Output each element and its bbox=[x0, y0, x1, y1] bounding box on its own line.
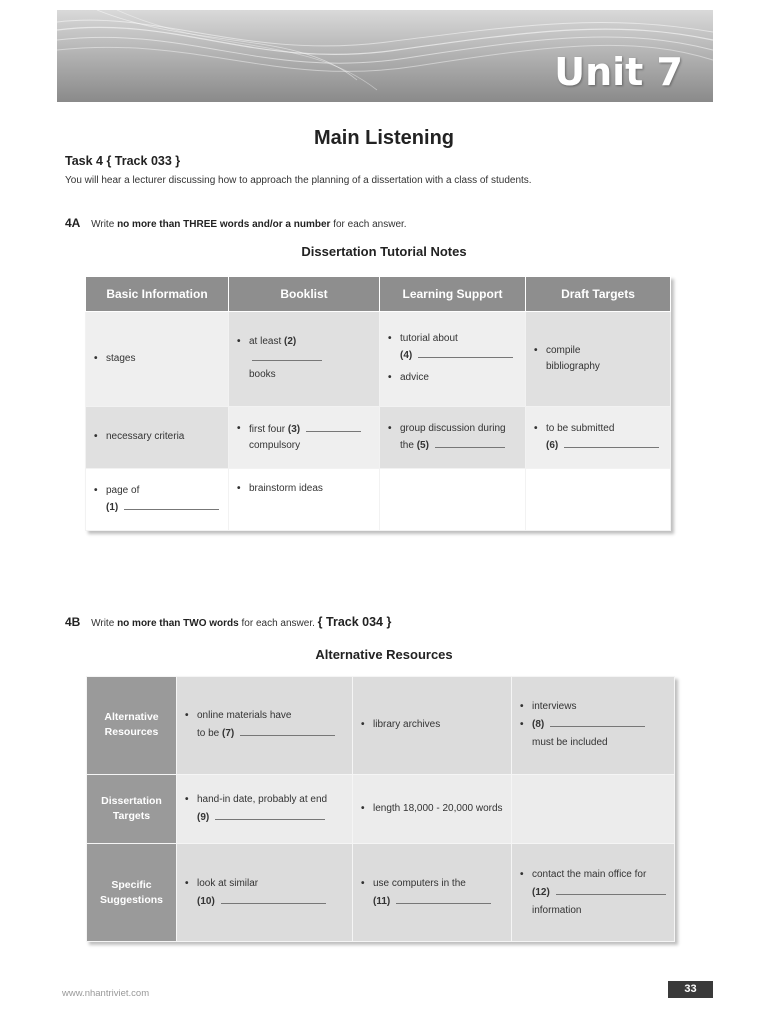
answer-blank-6[interactable] bbox=[564, 437, 659, 448]
table-header-row bbox=[86, 277, 671, 312]
table-cell bbox=[177, 677, 353, 775]
answer-blank-3[interactable] bbox=[306, 421, 361, 432]
list-item bbox=[388, 421, 517, 454]
table-cell bbox=[526, 468, 671, 530]
table-cell bbox=[177, 844, 353, 942]
table-cell bbox=[353, 844, 512, 942]
table-row bbox=[86, 406, 671, 468]
table-cell bbox=[512, 844, 675, 942]
cell-text: books bbox=[249, 369, 276, 381]
table-cell bbox=[177, 774, 353, 844]
table-cell bbox=[229, 468, 380, 530]
answer-number: (10) bbox=[197, 895, 215, 907]
answer-number: (5) bbox=[416, 439, 429, 451]
tutorial-notes-table bbox=[85, 276, 671, 531]
table-row bbox=[86, 468, 671, 530]
list-item: • length 18,000 - 20,000 words bbox=[361, 800, 503, 818]
cell-text: information bbox=[532, 904, 582, 916]
table-cell bbox=[512, 677, 675, 775]
cell-text: compulsory bbox=[249, 439, 301, 451]
row-header: Alternative Resources bbox=[87, 677, 177, 775]
list-item: • library archives bbox=[361, 716, 503, 734]
cell-text: first four bbox=[249, 423, 286, 435]
page-title: Main Listening bbox=[314, 127, 454, 149]
list-item: • advice bbox=[388, 370, 517, 386]
instruction-text: Write bbox=[91, 618, 115, 629]
table-cell bbox=[526, 406, 671, 468]
unit-banner bbox=[57, 10, 713, 102]
list-item: • stages bbox=[94, 351, 220, 367]
table-row bbox=[86, 312, 671, 407]
row-header: Dissertation Targets bbox=[87, 774, 177, 844]
cell-text: use computers in the bbox=[373, 877, 466, 889]
answer-number: (2) bbox=[284, 336, 297, 348]
table-cell bbox=[86, 468, 229, 530]
cell-text: contact the main office for bbox=[532, 868, 647, 880]
unit-title: Unit 7 bbox=[554, 50, 683, 94]
cell-text: online materials have bbox=[197, 710, 292, 722]
list-item bbox=[534, 421, 662, 454]
instruction-4a bbox=[65, 216, 407, 230]
list-item bbox=[237, 421, 371, 454]
column-header: Basic Information bbox=[86, 277, 229, 312]
alternative-resources-table bbox=[86, 676, 675, 942]
table-row bbox=[87, 677, 675, 775]
list-item bbox=[534, 343, 662, 375]
cell-text: group discussion during bbox=[400, 422, 506, 434]
table-row bbox=[87, 844, 675, 942]
table-cell bbox=[380, 468, 526, 530]
task-title: Task 4 { Track 033 } bbox=[65, 154, 181, 168]
column-header: Learning Support bbox=[380, 277, 526, 312]
answer-number: (12) bbox=[532, 886, 550, 898]
footer-url[interactable]: www.nhantriviet.com bbox=[62, 988, 150, 999]
page-number: 33 bbox=[668, 981, 713, 998]
section-label-4a: 4A bbox=[65, 216, 81, 230]
list-item bbox=[94, 483, 220, 516]
answer-number: (8) bbox=[532, 719, 545, 731]
answer-number: (6) bbox=[546, 439, 559, 451]
answer-number: (1) bbox=[106, 501, 119, 513]
instruction-text: Write bbox=[91, 219, 115, 230]
row-header: Specific Suggestions bbox=[87, 844, 177, 942]
table-cell bbox=[380, 312, 526, 407]
cell-text: page of bbox=[106, 484, 140, 496]
task-description: You will hear a lecturer discussing how to approach the planning of a dissertation with a class of students. bbox=[65, 175, 532, 186]
answer-blank-2[interactable] bbox=[252, 350, 322, 361]
list-item bbox=[361, 875, 503, 911]
list-item: • necessary criteria bbox=[94, 429, 220, 445]
answer-blank-12[interactable] bbox=[556, 884, 666, 895]
list-item bbox=[520, 716, 666, 752]
cell-text: the bbox=[400, 439, 414, 451]
list-item bbox=[185, 707, 344, 743]
list-item: • interviews bbox=[520, 698, 666, 716]
answer-number: (9) bbox=[197, 811, 210, 823]
instruction-text: for each answer. bbox=[241, 618, 315, 629]
answer-blank-4[interactable] bbox=[418, 347, 513, 358]
list-item bbox=[520, 866, 666, 920]
table-cell bbox=[86, 312, 229, 407]
cell-text: bibliography bbox=[546, 360, 600, 372]
cell-text: must be included bbox=[532, 737, 608, 749]
cell-text: to be bbox=[197, 728, 220, 740]
answer-blank-8[interactable] bbox=[550, 716, 645, 727]
section-label-4b: 4B bbox=[65, 615, 81, 629]
list-item: • brainstorm ideas bbox=[237, 481, 371, 497]
instruction-emphasis: no more than TWO words bbox=[117, 618, 239, 629]
table-row bbox=[87, 774, 675, 844]
cell-text: to be submitted bbox=[546, 422, 615, 434]
answer-number: (7) bbox=[222, 728, 235, 740]
answer-blank-10[interactable] bbox=[221, 893, 326, 904]
table-cell bbox=[526, 312, 671, 407]
list-item bbox=[237, 334, 371, 383]
answer-blank-11[interactable] bbox=[396, 893, 491, 904]
table-cell bbox=[353, 677, 512, 775]
answer-blank-1[interactable] bbox=[124, 499, 219, 510]
answer-blank-7[interactable] bbox=[240, 725, 335, 736]
table-cell bbox=[380, 406, 526, 468]
table-cell bbox=[353, 774, 512, 844]
table-cell bbox=[512, 774, 675, 844]
cell-text: at least bbox=[249, 336, 282, 348]
answer-number: (3) bbox=[287, 423, 301, 435]
column-header: Booklist bbox=[229, 277, 380, 312]
cell-text: look at similar bbox=[197, 877, 259, 889]
cell-text: hand-in date, probably at end bbox=[197, 793, 328, 805]
list-item bbox=[185, 791, 344, 827]
answer-blank-9[interactable] bbox=[215, 809, 325, 820]
answer-blank-5[interactable] bbox=[435, 437, 505, 448]
cell-text: compile bbox=[546, 344, 581, 356]
cell-text: tutorial about bbox=[400, 333, 458, 345]
table-cell bbox=[229, 406, 380, 468]
list-item bbox=[185, 875, 344, 911]
track-label: { Track 034 } bbox=[317, 615, 392, 629]
instruction-4b bbox=[65, 615, 391, 629]
table-title-notes: Dissertation Tutorial Notes bbox=[301, 244, 467, 259]
column-header: Draft Targets bbox=[526, 277, 671, 312]
instruction-text: for each answer. bbox=[333, 219, 407, 230]
table-cell bbox=[86, 406, 229, 468]
table-title-resources: Alternative Resources bbox=[315, 647, 453, 662]
instruction-emphasis: no more than THREE words and/or a number bbox=[117, 219, 331, 230]
answer-number: (4) bbox=[400, 350, 413, 362]
table-cell bbox=[229, 312, 380, 407]
list-item bbox=[388, 331, 517, 364]
answer-number: (11) bbox=[373, 895, 391, 907]
